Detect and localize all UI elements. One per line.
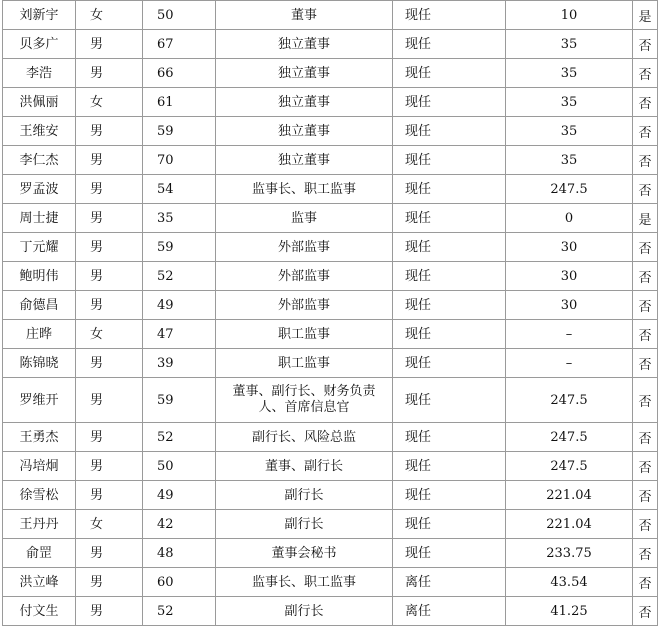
status-cell: 现任: [393, 30, 506, 59]
name-cell: 洪佩丽: [3, 88, 76, 117]
related-party-cell: 否: [633, 291, 658, 320]
compensation-cell: 233.75: [506, 539, 633, 568]
table-row: [3, 117, 658, 146]
executive-compensation-table: [2, 0, 658, 626]
age-cell: 50: [143, 1, 216, 30]
table-row: [3, 262, 658, 291]
gender-cell: 女: [76, 88, 143, 117]
gender-cell: 男: [76, 59, 143, 88]
related-party-cell: 否: [633, 510, 658, 539]
title-cell: 副行长、风险总监: [216, 423, 393, 452]
related-party-cell: 否: [633, 88, 658, 117]
name-cell: 李仁杰: [3, 146, 76, 175]
gender-cell: 女: [76, 510, 143, 539]
gender-cell: 男: [76, 423, 143, 452]
compensation-cell: 221.04: [506, 510, 633, 539]
related-party-cell: 是: [633, 1, 658, 30]
title-cell: 董事: [216, 1, 393, 30]
gender-cell: 男: [76, 233, 143, 262]
title-cell: 独立董事: [216, 146, 393, 175]
title-cell: 监事长、职工监事: [216, 568, 393, 597]
table-row: [3, 423, 658, 452]
status-cell: 现任: [393, 88, 506, 117]
name-cell: 贝多广: [3, 30, 76, 59]
compensation-cell: 35: [506, 59, 633, 88]
title-cell: 职工监事: [216, 320, 393, 349]
status-cell: 现任: [393, 423, 506, 452]
related-party-cell: 否: [633, 481, 658, 510]
status-cell: 现任: [393, 117, 506, 146]
title-cell: 副行长: [216, 481, 393, 510]
title-cell: 外部监事: [216, 291, 393, 320]
name-cell: 周士捷: [3, 204, 76, 233]
age-cell: 59: [143, 233, 216, 262]
status-cell: 现任: [393, 175, 506, 204]
age-cell: 47: [143, 320, 216, 349]
gender-cell: 女: [76, 320, 143, 349]
name-cell: 丁元耀: [3, 233, 76, 262]
name-cell: 罗维开: [3, 378, 76, 423]
gender-cell: 男: [76, 30, 143, 59]
compensation-cell: 35: [506, 30, 633, 59]
gender-cell: 女: [76, 1, 143, 30]
status-cell: 现任: [393, 291, 506, 320]
name-cell: 付文生: [3, 597, 76, 626]
gender-cell: 男: [76, 452, 143, 481]
related-party-cell: 否: [633, 423, 658, 452]
title-cell: 独立董事: [216, 30, 393, 59]
status-cell: 现任: [393, 146, 506, 175]
age-cell: 66: [143, 59, 216, 88]
compensation-cell: 35: [506, 146, 633, 175]
compensation-cell: 35: [506, 117, 633, 146]
title-cell: 监事长、职工监事: [216, 175, 393, 204]
table-row: [3, 320, 658, 349]
status-cell: 现任: [393, 378, 506, 423]
compensation-cell: 43.54: [506, 568, 633, 597]
related-party-cell: 否: [633, 539, 658, 568]
related-party-cell: 否: [633, 597, 658, 626]
age-cell: 48: [143, 539, 216, 568]
gender-cell: 男: [76, 291, 143, 320]
compensation-cell: 0: [506, 204, 633, 233]
related-party-cell: 否: [633, 30, 658, 59]
gender-cell: 男: [76, 146, 143, 175]
name-cell: 罗孟波: [3, 175, 76, 204]
compensation-cell: –: [506, 349, 633, 378]
age-cell: 52: [143, 423, 216, 452]
table-row: [3, 349, 658, 378]
table-row: [3, 1, 658, 30]
name-cell: 庄晔: [3, 320, 76, 349]
related-party-cell: 否: [633, 175, 658, 204]
status-cell: 现任: [393, 349, 506, 378]
age-cell: 59: [143, 117, 216, 146]
gender-cell: 男: [76, 481, 143, 510]
related-party-cell: 否: [633, 59, 658, 88]
gender-cell: 男: [76, 175, 143, 204]
status-cell: 现任: [393, 59, 506, 88]
status-cell: 离任: [393, 568, 506, 597]
table-row: [3, 452, 658, 481]
table-row: [3, 378, 658, 423]
table-row: [3, 510, 658, 539]
title-cell: 董事、副行长: [216, 452, 393, 481]
status-cell: 现任: [393, 262, 506, 291]
compensation-cell: 30: [506, 233, 633, 262]
related-party-cell: 否: [633, 452, 658, 481]
table-row: [3, 59, 658, 88]
title-cell: 董事、副行长、财务负责人、首席信息官: [216, 378, 393, 423]
name-cell: 洪立峰: [3, 568, 76, 597]
status-cell: 现任: [393, 510, 506, 539]
related-party-cell: 否: [633, 233, 658, 262]
title-cell: 职工监事: [216, 349, 393, 378]
name-cell: 徐雪松: [3, 481, 76, 510]
status-cell: 现任: [393, 1, 506, 30]
age-cell: 59: [143, 378, 216, 423]
related-party-cell: 否: [633, 568, 658, 597]
age-cell: 60: [143, 568, 216, 597]
table-row: [3, 88, 658, 117]
name-cell: 李浩: [3, 59, 76, 88]
age-cell: 54: [143, 175, 216, 204]
table-row: [3, 30, 658, 59]
age-cell: 35: [143, 204, 216, 233]
name-cell: 冯培炯: [3, 452, 76, 481]
related-party-cell: 否: [633, 320, 658, 349]
age-cell: 39: [143, 349, 216, 378]
name-cell: 王勇杰: [3, 423, 76, 452]
gender-cell: 男: [76, 568, 143, 597]
name-cell: 俞德昌: [3, 291, 76, 320]
title-cell: 副行长: [216, 597, 393, 626]
table-row: [3, 204, 658, 233]
table-row: [3, 233, 658, 262]
table-row: [3, 291, 658, 320]
title-cell: 外部监事: [216, 233, 393, 262]
compensation-cell: 30: [506, 262, 633, 291]
related-party-cell: 否: [633, 378, 658, 423]
table-row: [3, 481, 658, 510]
table-row: [3, 146, 658, 175]
gender-cell: 男: [76, 539, 143, 568]
table-row: [3, 597, 658, 626]
age-cell: 67: [143, 30, 216, 59]
compensation-cell: 247.5: [506, 378, 633, 423]
name-cell: 俞罡: [3, 539, 76, 568]
status-cell: 现任: [393, 320, 506, 349]
compensation-cell: –: [506, 320, 633, 349]
name-cell: 刘新宇: [3, 1, 76, 30]
gender-cell: 男: [76, 204, 143, 233]
age-cell: 52: [143, 597, 216, 626]
status-cell: 现任: [393, 481, 506, 510]
name-cell: 王丹丹: [3, 510, 76, 539]
gender-cell: 男: [76, 597, 143, 626]
status-cell: 现任: [393, 452, 506, 481]
status-cell: 现任: [393, 233, 506, 262]
table-body: [3, 1, 658, 626]
gender-cell: 男: [76, 349, 143, 378]
table-row: [3, 568, 658, 597]
compensation-cell: 10: [506, 1, 633, 30]
compensation-cell: 35: [506, 88, 633, 117]
related-party-cell: 是: [633, 204, 658, 233]
status-cell: 现任: [393, 539, 506, 568]
name-cell: 王维安: [3, 117, 76, 146]
age-cell: 70: [143, 146, 216, 175]
related-party-cell: 否: [633, 349, 658, 378]
age-cell: 49: [143, 291, 216, 320]
compensation-cell: 247.5: [506, 452, 633, 481]
name-cell: 陈锦晓: [3, 349, 76, 378]
table-row: [3, 175, 658, 204]
title-cell: 独立董事: [216, 117, 393, 146]
related-party-cell: 否: [633, 146, 658, 175]
compensation-cell: 247.5: [506, 175, 633, 204]
gender-cell: 男: [76, 262, 143, 291]
related-party-cell: 否: [633, 262, 658, 291]
compensation-cell: 221.04: [506, 481, 633, 510]
compensation-cell: 247.5: [506, 423, 633, 452]
related-party-cell: 否: [633, 117, 658, 146]
age-cell: 61: [143, 88, 216, 117]
title-cell: 监事: [216, 204, 393, 233]
title-cell: 独立董事: [216, 59, 393, 88]
status-cell: 现任: [393, 204, 506, 233]
gender-cell: 男: [76, 378, 143, 423]
name-cell: 鲍明伟: [3, 262, 76, 291]
age-cell: 42: [143, 510, 216, 539]
title-cell: 董事会秘书: [216, 539, 393, 568]
status-cell: 离任: [393, 597, 506, 626]
compensation-cell: 30: [506, 291, 633, 320]
gender-cell: 男: [76, 117, 143, 146]
age-cell: 52: [143, 262, 216, 291]
age-cell: 50: [143, 452, 216, 481]
title-cell: 副行长: [216, 510, 393, 539]
age-cell: 49: [143, 481, 216, 510]
table-row: [3, 539, 658, 568]
compensation-cell: 41.25: [506, 597, 633, 626]
title-cell: 独立董事: [216, 88, 393, 117]
title-cell: 外部监事: [216, 262, 393, 291]
